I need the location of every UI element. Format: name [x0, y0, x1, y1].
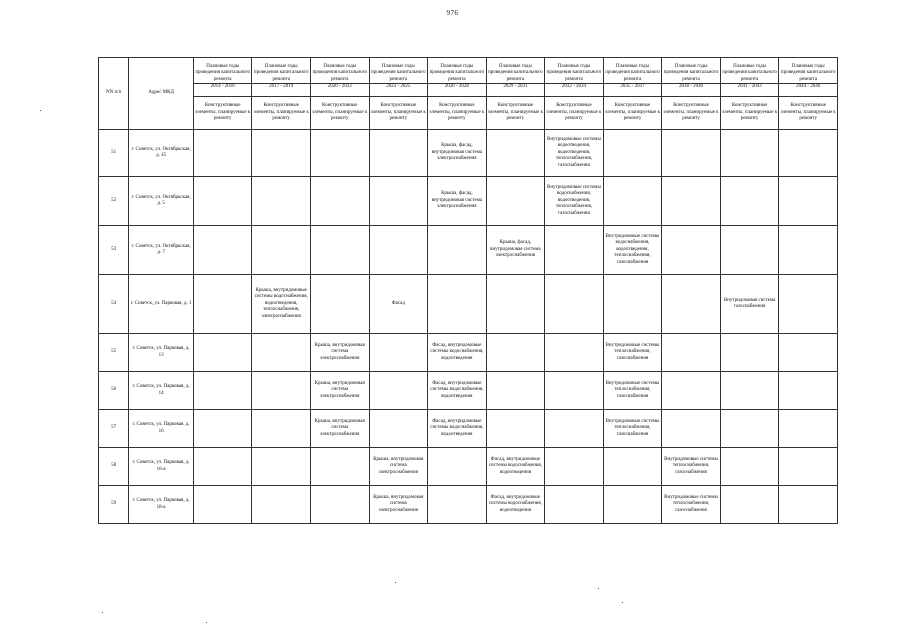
row-number: 57: [99, 410, 129, 448]
repair-elements-cell: [603, 448, 662, 486]
repair-elements-cell: [545, 486, 604, 524]
table-header: [99, 58, 838, 130]
scan-speck: [622, 602, 623, 603]
repair-elements-cell: Крыша, внутридомовые системы водоснабжения, водоотведения, теплоснабжения, электроснабжения: [252, 275, 311, 334]
period-title: Плановые годы проведения капитального ремонта: [312, 63, 368, 82]
repair-elements-cell: [369, 177, 428, 226]
header-row-elements: [99, 97, 838, 130]
repair-elements-cell: [720, 372, 779, 410]
repair-elements-cell: Внутридомовые системы водоснабжения, водоотведения, теплоснабжения, газоснабжения: [603, 226, 662, 275]
elements-subheader: Конструктивные элементы, планируемые к ремонту: [603, 97, 662, 130]
row-number: 55: [99, 334, 129, 372]
repair-elements-cell: [662, 410, 721, 448]
repair-elements-cell: [486, 275, 545, 334]
row-address: г. Советск, ул. Парковая, д. 16-а: [129, 448, 194, 486]
elements-subheader: Конструктивные элементы, планируемые к ремонту: [252, 97, 311, 130]
repair-elements-cell: [193, 177, 252, 226]
repair-elements-cell: [662, 372, 721, 410]
elements-subheader: Конструктивные элементы, планируемые к ремонту: [428, 97, 487, 130]
repair-elements-cell: [662, 226, 721, 275]
elements-subheader: Конструктивные элементы, планируемые к ремонту: [486, 97, 545, 130]
repair-elements-cell: Внутридомовые системы водоснабжения, водоотведения, теплоснабжения, газоснабжения: [545, 177, 604, 226]
period-header: [193, 58, 252, 97]
scan-speck: [102, 612, 103, 613]
period-header: [252, 58, 311, 97]
repair-elements-cell: [545, 226, 604, 275]
repair-elements-cell: [193, 410, 252, 448]
repair-elements-cell: [486, 177, 545, 226]
repair-elements-cell: [779, 275, 838, 334]
repair-elements-cell: [369, 372, 428, 410]
repair-elements-cell: [603, 177, 662, 226]
period-years: 2014 - 2016: [194, 83, 252, 91]
row-address: г. Советск, ул. Октябрьская, д. 45: [129, 130, 194, 177]
row-number: 54: [99, 275, 129, 334]
period-years: 2023 - 2025: [370, 83, 428, 91]
address-column-header: Адрес МКД: [129, 58, 194, 130]
repair-elements-cell: [369, 410, 428, 448]
repair-elements-cell: [310, 130, 369, 177]
repair-elements-cell: Крыша, фасад, внутридомовая система электроснабжения: [428, 177, 487, 226]
period-title: Плановые годы проведения капитального ремонта: [429, 63, 485, 82]
row-address: г. Советск, ул. Октябрьская, д. 5: [129, 177, 194, 226]
period-title: Плановые годы проведения капитального ремонта: [546, 63, 602, 82]
period-header: [603, 58, 662, 97]
repair-elements-cell: [193, 486, 252, 524]
repair-elements-cell: Внутридомовые системы водоотведения, водоотведения, теплоснабжения, газоснабжения: [545, 130, 604, 177]
repair-elements-cell: [428, 226, 487, 275]
repair-elements-cell: [252, 130, 311, 177]
row-number: 58: [99, 448, 129, 486]
repair-elements-cell: [662, 177, 721, 226]
repair-elements-cell: [193, 372, 252, 410]
repair-elements-cell: [545, 410, 604, 448]
repair-elements-cell: [193, 334, 252, 372]
period-title: Плановые годы проведения капитального ремонта: [605, 63, 660, 82]
repair-elements-cell: [310, 226, 369, 275]
row-number: 51: [99, 130, 129, 177]
period-years: 2035 - 2037: [604, 83, 662, 91]
period-title: Плановые годы проведения капитального ремонта: [488, 63, 543, 82]
period-header: [779, 58, 838, 97]
repair-elements-cell: Внутридомовые системы теплоснабжения, газоснабжения: [662, 448, 721, 486]
repair-schedule-table: [98, 57, 838, 524]
repair-elements-cell: [310, 275, 369, 334]
repair-elements-cell: [369, 130, 428, 177]
repair-elements-cell: [779, 486, 838, 524]
repair-elements-cell: Крыша, фасад, внутридомовая система электроснабжения: [486, 226, 545, 275]
repair-elements-cell: Фасад, внутридомовые системы водоснабжения, водоотведения: [486, 486, 545, 524]
repair-elements-cell: Фасад, внутридомовые системы водоснабжения, водоотведения: [428, 334, 487, 372]
repair-elements-cell: [779, 334, 838, 372]
repair-elements-cell: [779, 448, 838, 486]
repair-elements-cell: Крыша, внутридомовая система электроснабжения: [369, 486, 428, 524]
repair-elements-cell: Внутридомовые системы теплоснабжения, газоснабжения: [603, 410, 662, 448]
repair-elements-cell: [486, 130, 545, 177]
repair-elements-cell: [486, 372, 545, 410]
elements-subheader: Конструктивные элементы, планируемые к ремонту: [369, 97, 428, 130]
repair-elements-cell: [310, 177, 369, 226]
period-years: 2029 - 2031: [487, 83, 545, 91]
repair-elements-cell: [193, 130, 252, 177]
repair-elements-cell: [720, 448, 779, 486]
repair-elements-cell: Крыша, внутридомовая система электроснабжения: [310, 334, 369, 372]
elements-subheader: Конструктивные элементы, планируемые к ремонту: [310, 97, 369, 130]
repair-elements-cell: Внутридомовая система газоснабжения: [720, 275, 779, 334]
repair-elements-cell: [603, 130, 662, 177]
period-header: [720, 58, 779, 97]
elements-subheader: Конструктивные элементы, планируемые к ремонту: [779, 97, 838, 130]
repair-elements-cell: [369, 226, 428, 275]
repair-elements-cell: [193, 275, 252, 334]
table-row: [99, 177, 838, 226]
table-body: [99, 130, 838, 524]
repair-elements-cell: [428, 486, 487, 524]
period-header: [310, 58, 369, 97]
repair-elements-cell: [779, 130, 838, 177]
row-address: г. Советск, ул. Парковая, д. 14: [129, 372, 194, 410]
period-years: 2020 - 2022: [311, 83, 369, 91]
repair-elements-cell: [662, 275, 721, 334]
table-row: [99, 226, 838, 275]
scan-speck: [598, 588, 599, 589]
repair-elements-cell: [720, 410, 779, 448]
repair-elements-cell: Крыша, внутридомовая система электроснабжения: [310, 410, 369, 448]
repair-elements-cell: [720, 130, 779, 177]
period-title: Плановые годы проведения капитального ремонта: [195, 63, 250, 82]
repair-elements-cell: [252, 226, 311, 275]
page-number: 976: [446, 9, 459, 17]
repair-elements-cell: [720, 334, 779, 372]
row-number: 53: [99, 226, 129, 275]
row-number: 59: [99, 486, 129, 524]
repair-elements-cell: [252, 486, 311, 524]
period-title: Плановые годы проведения капитального ремонта: [663, 63, 719, 82]
repair-elements-cell: [252, 410, 311, 448]
row-address: г. Советск, ул. Парковая, д. 1: [129, 275, 194, 334]
repair-elements-cell: [779, 410, 838, 448]
repair-elements-cell: [252, 177, 311, 226]
row-address: г. Советск, ул. Октябрьская, д. 7: [129, 226, 194, 275]
period-years: 2038 - 2040: [662, 83, 720, 91]
row-number: 52: [99, 177, 129, 226]
repair-elements-cell: [662, 130, 721, 177]
period-title: Плановые годы проведения капитального ремонта: [253, 63, 309, 82]
scan-speck: [40, 110, 41, 111]
elements-subheader: Конструктивные элементы, планируемые к ремонту: [662, 97, 721, 130]
repair-elements-cell: [193, 226, 252, 275]
repair-elements-cell: Крыша, внутридомовая система электроснабжения: [310, 372, 369, 410]
row-number: 56: [99, 372, 129, 410]
table-row: [99, 275, 838, 334]
period-title: Плановые годы проведения капитального ремонта: [371, 63, 426, 82]
table-row: [99, 410, 838, 448]
repair-elements-cell: [603, 486, 662, 524]
scan-speck: [395, 582, 396, 583]
repair-elements-cell: [779, 177, 838, 226]
repair-elements-cell: Фасад, внутридомовые системы водоснабжения, водоотведения: [486, 448, 545, 486]
repair-elements-cell: Крыша, фасад, внутридомовая система электроснабжения: [428, 130, 487, 177]
period-years: 2032 - 2034: [545, 83, 603, 91]
header-row-periods: [99, 58, 838, 97]
table-row: [99, 448, 838, 486]
repair-elements-cell: Фасад, внутридомовые системы водоснабжения, водоотведения: [428, 372, 487, 410]
period-years: 2041 - 2043: [721, 83, 779, 91]
repair-elements-cell: [720, 486, 779, 524]
period-years: 2044 - 2046: [779, 83, 837, 91]
repair-elements-cell: Фасад: [369, 275, 428, 334]
repair-elements-cell: [252, 372, 311, 410]
elements-subheader: Конструктивные элементы, планируемые к ремонту: [193, 97, 252, 130]
table-row: [99, 334, 838, 372]
period-years: 2026 - 2028: [428, 83, 486, 91]
repair-elements-cell: [252, 334, 311, 372]
repair-elements-cell: Внутридомовые системы теплоснабжения, газоснабжения: [603, 372, 662, 410]
repair-elements-cell: [545, 448, 604, 486]
elements-subheader: Конструктивные элементы, планируемые к ремонту: [720, 97, 779, 130]
repair-elements-cell: Внутридомовые системы теплоснабжения, газоснабжения: [603, 334, 662, 372]
repair-elements-cell: [545, 334, 604, 372]
repair-elements-cell: [662, 334, 721, 372]
repair-elements-cell: [428, 448, 487, 486]
repair-elements-cell: [310, 486, 369, 524]
repair-elements-cell: [545, 372, 604, 410]
repair-elements-cell: [779, 372, 838, 410]
table-row: [99, 372, 838, 410]
period-title: Плановые годы проведения капитального ремонта: [722, 63, 777, 82]
repair-elements-cell: [310, 448, 369, 486]
period-header: [486, 58, 545, 97]
row-address: г. Советск, ул. Парковая, д. 13: [129, 334, 194, 372]
repair-elements-cell: Крыша, внутридомовая система электроснабжения: [369, 448, 428, 486]
repair-elements-cell: [252, 448, 311, 486]
period-years: 2017 - 2019: [252, 83, 310, 91]
table-row: [99, 486, 838, 524]
repair-elements-cell: [720, 177, 779, 226]
period-header: [545, 58, 604, 97]
period-header: [369, 58, 428, 97]
repair-elements-cell: [193, 448, 252, 486]
repair-elements-cell: [720, 226, 779, 275]
scan-speck: [206, 622, 207, 623]
repair-elements-cell: [428, 275, 487, 334]
index-column-header: NN п/п: [99, 58, 129, 130]
elements-subheader: Конструктивные элементы, планируемые к ремонту: [545, 97, 604, 130]
repair-elements-cell: Внутридомовые системы теплоснабжения, газоснабжения: [662, 486, 721, 524]
repair-elements-cell: [545, 275, 604, 334]
row-address: г. Советск, ул. Парковая, д. 16: [129, 410, 194, 448]
repair-elements-cell: Фасад, внутридомовые системы водоснабжения, водоотведения: [428, 410, 487, 448]
repair-elements-cell: [369, 334, 428, 372]
period-header: [428, 58, 487, 97]
row-address: г. Советск, ул. Парковая, д. 18-а: [129, 486, 194, 524]
repair-elements-cell: [603, 275, 662, 334]
repair-elements-cell: [486, 410, 545, 448]
table-row: [99, 130, 838, 177]
repair-elements-cell: [486, 334, 545, 372]
period-header: [662, 58, 721, 97]
period-title: Плановые годы проведения капитального ремонта: [780, 63, 836, 82]
repair-elements-cell: [779, 226, 838, 275]
